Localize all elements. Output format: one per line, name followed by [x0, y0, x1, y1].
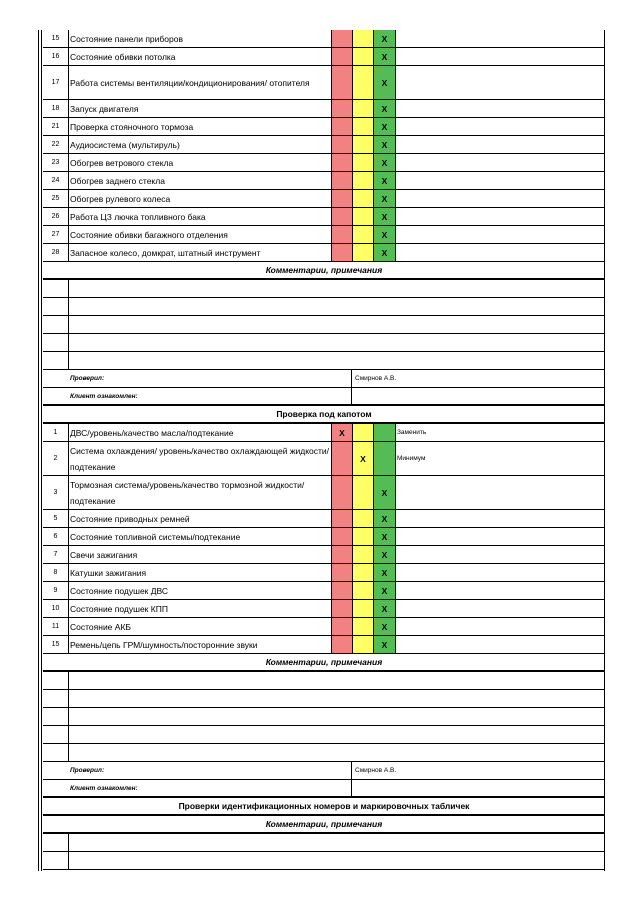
item-label: Проверка стояночного тормоза: [69, 118, 332, 135]
comment-number-cell[interactable]: [43, 352, 69, 369]
comment-text-cell[interactable]: [69, 316, 605, 333]
blank-comment-row: [43, 298, 605, 316]
item-number: 18: [43, 100, 69, 117]
status-green-cell[interactable]: X: [374, 30, 396, 47]
comments-header-row: [43, 816, 605, 834]
status-green-cell[interactable]: X: [374, 510, 396, 527]
status-green-cell[interactable]: X: [374, 66, 396, 99]
client-acknowledged-value[interactable]: [352, 780, 605, 796]
checklist-row: [43, 30, 605, 48]
comment-number-cell[interactable]: [43, 672, 69, 689]
under-hood-header-row: [43, 406, 605, 424]
comment-text-cell[interactable]: [69, 672, 605, 689]
status-red-cell[interactable]: [332, 600, 353, 617]
item-label: Состояние приводных ремней: [69, 510, 332, 527]
checklist-row: [43, 582, 605, 600]
signature-row-client: [43, 388, 605, 406]
checklist-row: [43, 208, 605, 226]
item-label: ДВС/уровень/качество масла/подтекание: [69, 424, 332, 441]
item-number: 27: [43, 226, 69, 243]
status-red-cell[interactable]: [332, 476, 353, 509]
item-label: Система охлаждения/ уровень/качество охлаждающей жидкости/подтекание: [69, 442, 332, 475]
comment-text-cell[interactable]: [69, 690, 605, 707]
status-green-cell[interactable]: X: [374, 564, 396, 581]
item-note[interactable]: [396, 66, 605, 99]
comment-number-cell[interactable]: [43, 744, 69, 761]
status-yellow-cell[interactable]: [353, 118, 374, 135]
item-note[interactable]: [396, 136, 605, 153]
item-number: 28: [43, 244, 69, 261]
status-red-cell[interactable]: [332, 226, 353, 243]
item-number: 2: [43, 442, 69, 475]
item-label: Тормозная система/уровень/качество тормозной жидкости/подтекание: [69, 476, 332, 509]
comments-title: Комментарии, примечания: [265, 819, 383, 829]
item-number: 23: [43, 154, 69, 171]
client-acknowledged-label: Клиент ознакомлен:: [69, 388, 352, 404]
status-green-cell[interactable]: X: [374, 172, 396, 189]
status-yellow-cell[interactable]: [353, 600, 374, 617]
status-yellow-cell[interactable]: [353, 154, 374, 171]
comment-text-cell[interactable]: [69, 280, 605, 297]
status-green-cell[interactable]: X: [374, 208, 396, 225]
comments-header-row: [43, 654, 605, 672]
status-red-cell[interactable]: [332, 546, 353, 563]
status-green-cell[interactable]: X: [374, 100, 396, 117]
checklist-row: [43, 476, 605, 510]
status-green-cell[interactable]: X: [374, 136, 396, 153]
item-note[interactable]: [396, 226, 605, 243]
status-green-cell[interactable]: [374, 442, 396, 475]
item-label: Запасное колесо, домкрат, штатный инструмент: [69, 244, 332, 261]
comments-title: Комментарии, примечания: [265, 265, 383, 275]
status-red-cell[interactable]: [332, 136, 353, 153]
blank-comment-row: [43, 316, 605, 334]
item-label: Состояние обивки потолка: [69, 48, 332, 65]
item-number: 8: [43, 564, 69, 581]
comment-text-cell[interactable]: [69, 744, 605, 761]
item-number: 7: [43, 546, 69, 563]
comment-text-cell[interactable]: [69, 298, 605, 315]
item-label: Обогрев заднего стекла: [69, 172, 332, 189]
item-number: 15: [43, 30, 69, 47]
item-label: Катушки зажигания: [69, 564, 332, 581]
item-note[interactable]: [396, 190, 605, 207]
status-red-cell[interactable]: [332, 30, 353, 47]
margin-line: [41, 30, 42, 871]
status-green-cell[interactable]: X: [374, 600, 396, 617]
checklist-row: [43, 66, 605, 100]
checklist-row: [43, 172, 605, 190]
item-number: 9: [43, 582, 69, 599]
status-red-cell[interactable]: [332, 636, 353, 653]
status-red-cell[interactable]: [332, 442, 353, 475]
status-red-cell[interactable]: [332, 100, 353, 117]
status-green-cell[interactable]: [374, 424, 396, 441]
item-number: 22: [43, 136, 69, 153]
signature-row-checked: [43, 762, 605, 780]
comment-text-cell[interactable]: [69, 834, 605, 851]
status-yellow-cell[interactable]: [353, 424, 374, 441]
status-red-cell[interactable]: [332, 154, 353, 171]
checklist-row: [43, 510, 605, 528]
blank-comment-row: [43, 708, 605, 726]
blank-comment-row: [43, 672, 605, 690]
status-red-cell[interactable]: [332, 528, 353, 545]
comment-number-cell[interactable]: [43, 726, 69, 743]
item-note[interactable]: [396, 30, 605, 47]
checklist-row: [43, 442, 605, 476]
comment-number-cell[interactable]: [43, 316, 69, 333]
item-label: Обогрев рулевого колеса: [69, 190, 332, 207]
status-yellow-cell[interactable]: [353, 226, 374, 243]
item-note[interactable]: [396, 546, 605, 563]
checklist-row: [43, 636, 605, 654]
item-note[interactable]: [396, 100, 605, 117]
status-red-cell[interactable]: [332, 172, 353, 189]
status-red-cell[interactable]: [332, 618, 353, 635]
item-number: 24: [43, 172, 69, 189]
status-yellow-cell[interactable]: [353, 546, 374, 563]
item-number: 10: [43, 600, 69, 617]
checklist-row: [43, 564, 605, 582]
status-yellow-cell[interactable]: [353, 66, 374, 99]
status-yellow-cell[interactable]: [353, 244, 374, 261]
comment-text-cell[interactable]: [69, 334, 605, 351]
item-note[interactable]: Заменить: [397, 429, 427, 436]
comment-number-cell[interactable]: [43, 690, 69, 707]
item-note[interactable]: [396, 582, 605, 599]
comment-number-cell[interactable]: [43, 708, 69, 725]
checked-by-value[interactable]: Смирнов А.В.: [355, 767, 397, 774]
status-red-cell[interactable]: [332, 48, 353, 65]
item-label: Обогрев ветрового стекла: [69, 154, 332, 171]
checklist-row: [43, 244, 605, 262]
checklist-row: [43, 528, 605, 546]
item-label: Состояние АКБ: [69, 618, 332, 635]
item-number: 25: [43, 190, 69, 207]
item-note[interactable]: [396, 154, 605, 171]
status-red-cell[interactable]: [332, 118, 353, 135]
status-yellow-cell[interactable]: [353, 30, 374, 47]
checked-by-label: Проверил:: [69, 762, 352, 779]
identification-check-title: Проверки идентификационных номеров и маркировочных табличек: [178, 801, 470, 811]
checklist-row: [43, 226, 605, 244]
item-label: Состояние подушек ДВС: [69, 582, 332, 599]
item-label: Свечи зажигания: [69, 546, 332, 563]
comment-text-cell[interactable]: [69, 852, 605, 869]
status-green-cell[interactable]: X: [374, 244, 396, 261]
checklist-row: [43, 424, 605, 442]
item-number: 21: [43, 118, 69, 135]
item-label: Состояние подушек КПП: [69, 600, 332, 617]
item-note[interactable]: [396, 476, 605, 509]
status-red-cell[interactable]: [332, 564, 353, 581]
blank-comment-row: [43, 834, 605, 852]
item-note[interactable]: [396, 636, 605, 653]
status-yellow-cell[interactable]: [353, 100, 374, 117]
checklist-row: [43, 190, 605, 208]
status-yellow-cell[interactable]: [353, 582, 374, 599]
blank-comment-row: [43, 690, 605, 708]
checklist-row: [43, 600, 605, 618]
status-yellow-cell[interactable]: [353, 476, 374, 509]
status-yellow-cell[interactable]: [353, 136, 374, 153]
item-note[interactable]: [396, 244, 605, 261]
status-yellow-cell[interactable]: [353, 190, 374, 207]
status-yellow-cell[interactable]: [353, 618, 374, 635]
checklist-row: [43, 100, 605, 118]
item-label: Работа системы вентиляции/кондиционирования/ отопителя: [69, 66, 332, 99]
identification-check-header-row: [43, 798, 605, 816]
status-green-cell[interactable]: X: [374, 48, 396, 65]
status-red-cell[interactable]: X: [332, 424, 353, 441]
status-red-cell[interactable]: [332, 244, 353, 261]
checklist-row: [43, 154, 605, 172]
status-green-cell[interactable]: X: [374, 582, 396, 599]
comment-text-cell[interactable]: [69, 726, 605, 743]
status-yellow-cell[interactable]: [353, 208, 374, 225]
status-red-cell[interactable]: [332, 66, 353, 99]
item-label: Ремень/цепь ГРМ/шумность/посторонние звуки: [69, 636, 332, 653]
item-number: 26: [43, 208, 69, 225]
item-note[interactable]: [396, 172, 605, 189]
item-number: 17: [43, 66, 69, 99]
status-yellow-cell[interactable]: X: [353, 442, 374, 475]
item-number: 6: [43, 528, 69, 545]
item-note[interactable]: [396, 510, 605, 527]
status-yellow-cell[interactable]: [353, 636, 374, 653]
item-label: Аудиосистема (мультируль): [69, 136, 332, 153]
comment-number-cell[interactable]: [43, 852, 69, 869]
status-red-cell[interactable]: [332, 510, 353, 527]
checked-by-label: Проверил:: [69, 370, 352, 387]
blank-comment-row: [43, 352, 605, 370]
item-label: Состояние обивки багажного отделения: [69, 226, 332, 243]
item-note[interactable]: [396, 208, 605, 225]
item-label: Работа ЦЗ лючка топливного бака: [69, 208, 332, 225]
client-acknowledged-label: Клиент ознакомлен:: [69, 780, 352, 796]
status-yellow-cell[interactable]: [353, 48, 374, 65]
signature-row-checked: [43, 370, 605, 388]
item-note[interactable]: [396, 564, 605, 581]
comments-header-row: [43, 262, 605, 280]
blank-comment-row: [43, 726, 605, 744]
item-note[interactable]: [396, 600, 605, 617]
item-note[interactable]: [396, 618, 605, 635]
status-red-cell[interactable]: [332, 190, 353, 207]
status-green-cell[interactable]: X: [374, 476, 396, 509]
status-green-cell[interactable]: X: [374, 636, 396, 653]
item-number: 15: [43, 636, 69, 653]
status-green-cell[interactable]: X: [374, 154, 396, 171]
blank-comment-row: [43, 280, 605, 298]
item-note[interactable]: [396, 48, 605, 65]
item-number: 1: [43, 424, 69, 441]
blank-comment-row: [43, 852, 605, 870]
item-number: 11: [43, 618, 69, 635]
status-green-cell[interactable]: X: [374, 226, 396, 243]
item-note[interactable]: Минимум: [397, 455, 426, 462]
status-yellow-cell[interactable]: [353, 564, 374, 581]
comments-title: Комментарии, примечания: [265, 657, 383, 667]
item-label: Состояние панели приборов: [69, 30, 332, 47]
client-acknowledged-value[interactable]: [352, 388, 605, 404]
item-number: 16: [43, 48, 69, 65]
status-yellow-cell[interactable]: [353, 172, 374, 189]
checklist-row: [43, 136, 605, 154]
signature-row-client: [43, 780, 605, 798]
checklist-row: [43, 48, 605, 66]
under-hood-title: Проверка под капотом: [276, 409, 372, 419]
checklist-row: [43, 118, 605, 136]
blank-comment-row: [43, 744, 605, 762]
item-number: 3: [43, 476, 69, 509]
status-red-cell[interactable]: [332, 208, 353, 225]
blank-comment-row: [43, 334, 605, 352]
status-yellow-cell[interactable]: [353, 528, 374, 545]
comment-number-cell[interactable]: [43, 298, 69, 315]
status-red-cell[interactable]: [332, 582, 353, 599]
comment-number-cell[interactable]: [43, 280, 69, 297]
margin-line: [38, 30, 39, 871]
status-yellow-cell[interactable]: [353, 510, 374, 527]
item-label: Запуск двигателя: [69, 100, 332, 117]
checklist-row: [43, 618, 605, 636]
item-note[interactable]: [396, 118, 605, 135]
status-green-cell[interactable]: X: [374, 528, 396, 545]
comment-number-cell[interactable]: [43, 334, 69, 351]
status-green-cell[interactable]: X: [374, 546, 396, 563]
comment-number-cell[interactable]: [43, 834, 69, 851]
item-label: Состояние топливной системы/подтекание: [69, 528, 332, 545]
item-note[interactable]: [396, 528, 605, 545]
status-green-cell[interactable]: X: [374, 190, 396, 207]
comment-text-cell[interactable]: [69, 352, 605, 369]
status-green-cell[interactable]: X: [374, 618, 396, 635]
checklist-row: [43, 546, 605, 564]
status-green-cell[interactable]: X: [374, 118, 396, 135]
item-number: 5: [43, 510, 69, 527]
comment-text-cell[interactable]: [69, 708, 605, 725]
checked-by-value[interactable]: Смирнов А.В.: [355, 375, 397, 382]
